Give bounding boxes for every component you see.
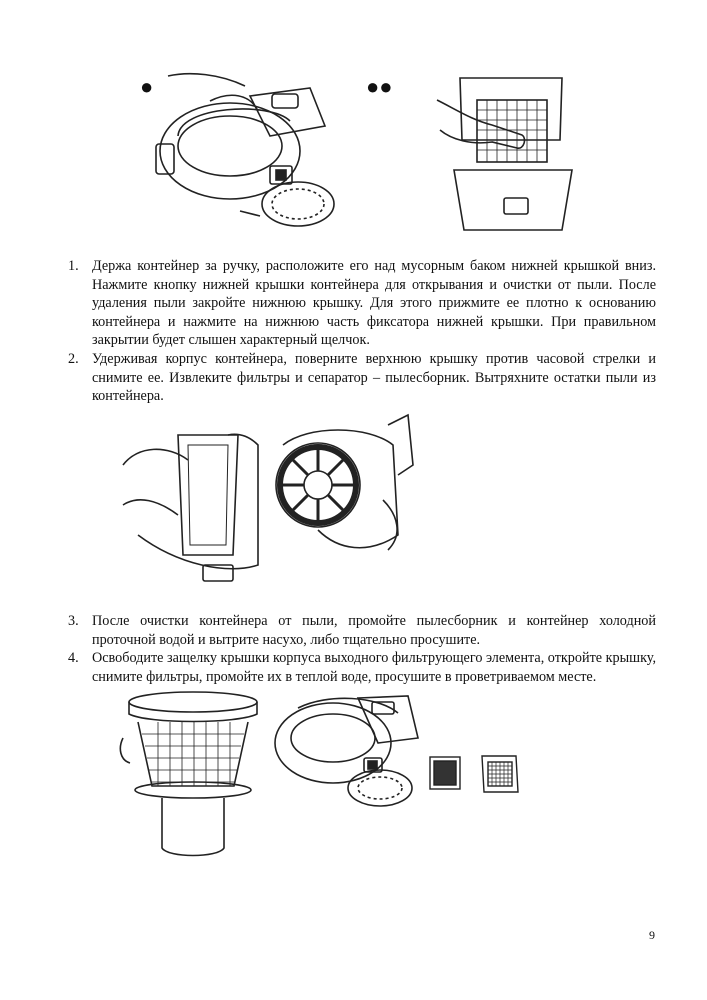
step-number: 3. xyxy=(68,613,79,629)
step-text: После очистки контейнера от пыли, промойте пылесборник и контейнер холодной проточной водой и вытрите насухо, либо тщательно просушите. xyxy=(92,613,656,648)
page-number: 9 xyxy=(649,928,655,942)
list-item xyxy=(60,257,656,350)
illustration-container-filter xyxy=(432,70,592,240)
instruction-list-part-1 xyxy=(60,257,656,406)
step-number: 1. xyxy=(68,258,79,274)
illustration-filter-sponge xyxy=(428,755,464,793)
step-text: Освободите защелку крышки корпуса выходного фильтрующего элемента, откройте крышку, снимите фильтры, промойте их в теплой воде, просушите в проветриваемом месте. xyxy=(92,650,656,685)
step-text: Удерживая корпус контейнера, поверните верхнюю крышку против часовой стрелки и снимите ее. Извлеките фильтры и сепаратор – пылесборник. Вытряхните остатки пыли из контейнера. xyxy=(92,350,656,405)
illustration-filter-frame xyxy=(478,752,522,796)
illustration-container-bottom-lid xyxy=(150,66,350,231)
list-item xyxy=(60,612,656,649)
step-marker-single: ● xyxy=(140,74,154,99)
step-text: Держа контейнер за ручку, расположите его над мусорным баком нижней крышкой вниз. Нажмите кнопку нижней крышки контейнера для открывания и очистки от пыли. После удаления пыли закройте нижнюю крышку. Для этого прижмите ее плотно к основанию контейнера и нажмите на нижнюю часть фиксатора нижней крышки. При правильном закрытии будет слышен характерный щелчок. xyxy=(92,258,656,349)
step-marker-double: ●● xyxy=(366,74,393,99)
step-number: 2. xyxy=(68,350,79,367)
list-item xyxy=(60,649,656,686)
illustration-filter-separator-removal xyxy=(118,405,418,590)
list-item xyxy=(60,350,656,406)
instruction-list-part-2 xyxy=(60,612,656,686)
illustration-separator-cyclone xyxy=(118,688,268,863)
illustration-output-filter-cover xyxy=(268,688,428,808)
step-number: 4. xyxy=(68,650,79,667)
